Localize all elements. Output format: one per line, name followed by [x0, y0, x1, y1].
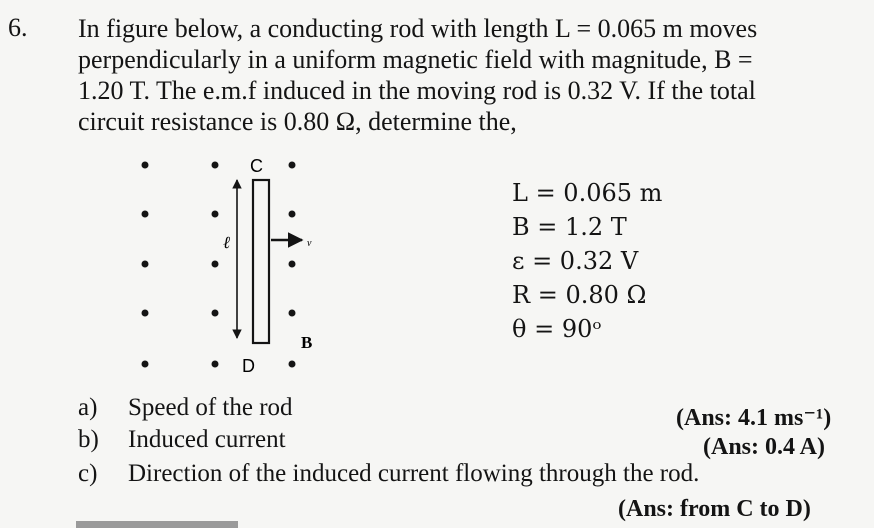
stem-line: 1.20 T. The e.m.f induced in the moving rod is 0.32 V. If the total: [78, 76, 756, 105]
part-a: [78, 394, 293, 422]
part-c: [78, 460, 699, 488]
length-label: ℓ: [223, 233, 231, 252]
magnetic-field-diagram: [110, 150, 340, 385]
velocity-label: v: [307, 238, 312, 249]
answer-c: (Ans: from C to D): [618, 496, 811, 522]
part-b: [78, 426, 286, 454]
question-number: 6.: [8, 13, 28, 42]
cut-off-heading: [76, 521, 238, 528]
field-dots: [142, 162, 296, 368]
stem-line: circuit resistance is 0.80 Ω, determine the,: [78, 107, 517, 136]
part-label: b): [78, 426, 99, 453]
given-emf: ε = 0.32 V: [512, 247, 639, 275]
conducting-rod: [253, 180, 269, 343]
rod-top-label: C: [250, 156, 263, 176]
given-resistance: R = 0.80 Ω: [512, 281, 647, 309]
given-angle: θ = 90ᵒ: [512, 315, 602, 343]
given-values: [512, 176, 662, 346]
part-text: Speed of the rod: [128, 394, 293, 421]
stem-line: In figure below, a conducting rod with length L = 0.065 m moves: [78, 14, 758, 43]
answer-b: (Ans: 0.4 A): [703, 434, 826, 460]
part-text: Direction of the induced current flowing through the rod.: [128, 460, 700, 487]
part-label: c): [78, 460, 98, 487]
stem-line: perpendicularly in a uniform magnetic field with magnitude, B =: [78, 45, 753, 74]
given-length: L = 0.065 m: [512, 179, 663, 207]
rod-bottom-label: D: [242, 356, 255, 376]
field-label: B: [301, 333, 313, 352]
part-text: Induced current: [128, 426, 286, 453]
given-field: B = 1.2 T: [512, 213, 627, 241]
answer-a: (Ans: 4.1 ms⁻¹): [676, 405, 832, 431]
part-label: a): [78, 394, 98, 421]
question-stem: [78, 13, 858, 137]
